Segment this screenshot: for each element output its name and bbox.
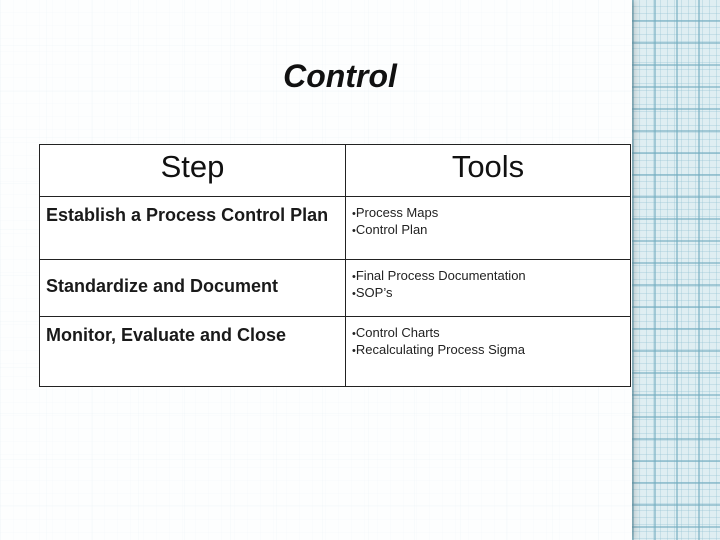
tools-cell (346, 260, 631, 317)
header-step: Step (40, 145, 346, 197)
tool-item (352, 342, 624, 359)
bullet-icon: • (352, 345, 356, 357)
table-row (40, 317, 631, 387)
tools-cell (346, 317, 631, 387)
step-cell: Establish a Process Control Plan (40, 197, 346, 260)
tool-item (352, 222, 624, 239)
table-row (40, 197, 631, 260)
step-cell: Monitor, Evaluate and Close (40, 317, 346, 387)
header-tools: Tools (346, 145, 631, 197)
tool-item (352, 205, 624, 222)
table-row (40, 260, 631, 317)
bullet-icon: • (352, 328, 356, 340)
tool-label: Final Process Documentation (355, 268, 526, 283)
table-header-row (40, 145, 631, 197)
tool-label: Process Maps (355, 205, 439, 220)
bullet-icon: • (352, 225, 356, 237)
tool-item (352, 285, 624, 302)
tool-label: Control Charts (355, 325, 440, 340)
control-table (39, 144, 631, 387)
bullet-icon: • (352, 271, 356, 283)
slide-title: Control (283, 58, 397, 94)
step-cell: Standardize and Document (40, 260, 346, 317)
tool-item (352, 268, 624, 285)
tool-label: Recalculating Process Sigma (355, 342, 525, 357)
tool-item (352, 325, 624, 342)
tools-cell (346, 197, 631, 260)
bullet-icon: • (352, 208, 356, 220)
tool-label: Control Plan (355, 222, 428, 237)
tool-label: SOP’s (355, 285, 393, 300)
bullet-icon: • (352, 288, 356, 300)
